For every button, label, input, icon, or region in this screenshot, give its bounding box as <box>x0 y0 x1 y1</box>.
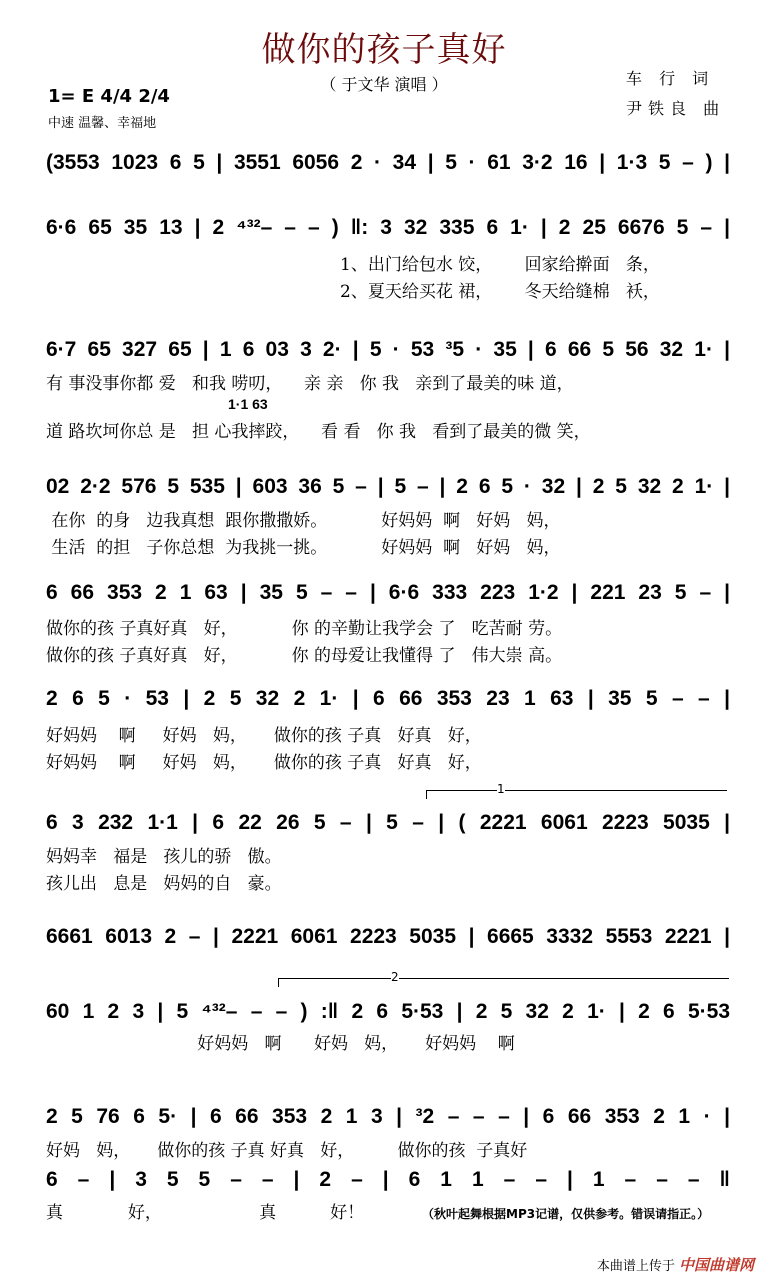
lyric-line: 有 事没事你都 爱 和我 唠叨， 亲 亲 你 我 亲到了最美的味 道， <box>46 374 574 394</box>
lyric-line: 做你的孩 子真好真 好， 你 的辛勤让我学会 了 吃苦耐 劳。 <box>46 619 563 639</box>
notation-line: 60 1 2 3 | 5 ⁴³²– – – ) :‖ 2 6 5·53 | 2 5 32 2 1· | 2 6 5·53 <box>46 1000 730 1023</box>
lyric-line: 道 路坎坷你总 是 担 心我摔跤， 看 看 你 我 看到了最美的微 笑， <box>46 422 591 442</box>
footer <box>597 1254 754 1275</box>
notation-line: 2 6 5 · 53 | 2 5 32 2 1· | 6 66 353 23 1 63 | 35 5 – – | <box>46 687 730 710</box>
lyric-line: 真 好， 真 好！ <box>46 1203 365 1223</box>
transcription-note: （秋叶起舞根据MP3记谱，仅供参考。错误请指正。） <box>422 1207 710 1221</box>
notation-line: 6 3 232 1·1 | 6 22 26 5 – | 5 – | ( 2221 6061 2223 5035 | <box>46 811 730 834</box>
site-logo[interactable]: 中国曲谱网 <box>678 1256 754 1274</box>
lyric-line: 2、夏天给买花 裙， 冬天给缝棉 袄， <box>340 282 660 302</box>
volta-bracket: 1 <box>426 790 727 799</box>
lyric-line: 好妈妈 啊 好妈 妈， 做你的孩 子真 好真 好， <box>46 726 482 746</box>
lyric-line: 好妈妈 啊 好妈 妈， 好妈妈 啊 <box>46 1034 515 1054</box>
notation-line: 2 5 76 6 5· | 6 66 353 2 1 3 | ³2 – – – | 6 66 353 2 1 · | <box>46 1105 730 1128</box>
lyric-line: 在你 的身 边我真想 跟你撒撒娇。 好妈妈 啊 好妈 妈， <box>46 511 561 531</box>
notation-line: 6 66 353 2 1 63 | 35 5 – – | 6·6 333 223 1·2 | 221 23 5 – | <box>46 581 730 604</box>
notation-line: 6·6 65 35 13 | 2 ⁴³²– – – ) ‖: 3 32 335 6 1· | 2 25 6676 5 – | <box>46 216 730 239</box>
lyric-line: 做你的孩 子真好真 好， 你 的母爱让我懂得 了 伟大崇 高。 <box>46 646 563 666</box>
alt-notation: 1·1 63 <box>228 396 268 412</box>
notation-line: 6 – | 3 5 5 – – | 2 – | 6 1 1 – – | 1 – – – ‖ <box>46 1168 730 1191</box>
composer: 尹铁良 曲 <box>626 99 726 118</box>
lyric-line: 好妈 妈， 做你的孩 子真 好真 好， 做你的孩 子真好 <box>46 1141 528 1161</box>
singer: （ 于文华 演唱 ） <box>320 75 448 94</box>
lyric-line: 孩儿出 息是 妈妈的自 豪。 <box>46 874 282 894</box>
lyric-line: 妈妈幸 福是 孩儿的骄 傲。 <box>46 847 282 867</box>
key-signature: 1= E 4/4 2/4 <box>48 86 170 107</box>
notation-line: 6·7 65 327 65 | 1 6 03 3 2· | 5 · 53 ³5 · 35 | 6 66 5 56 32 1· | <box>46 338 730 361</box>
song-title: 做你的孩子真好 <box>261 30 507 70</box>
lyric-line: 生活 的担 子你总想 为我挑一挑。 好妈妈 啊 好妈 妈， <box>46 538 561 558</box>
tempo-marking: 中速 温馨、幸福地 <box>48 116 157 131</box>
notation-line: 6661 6013 2 – | 2221 6061 2223 5035 | 6665 3332 5553 2221 | <box>46 925 730 948</box>
lyric-line: 1、出门给包水 饺， 回家给擀面 条， <box>340 255 660 275</box>
lyricist: 车 行 词 <box>626 69 715 88</box>
notation-line: 02 2·2 576 5 535 | 603 36 5 – | 5 – | 2 6 5 · 32 | 2 5 32 2 1· | <box>46 475 730 498</box>
lyric-line: 好妈妈 啊 好妈 妈， 做你的孩 子真 好真 好， <box>46 753 482 773</box>
notation-line: (3553 1023 6 5 | 3551 6056 2 · 34 | 5 · 61 3·2 16 | 1·3 5 – ) | <box>46 151 730 174</box>
volta-bracket: 2 <box>278 978 729 987</box>
footer-text: 本曲谱上传于 <box>596 1259 675 1274</box>
